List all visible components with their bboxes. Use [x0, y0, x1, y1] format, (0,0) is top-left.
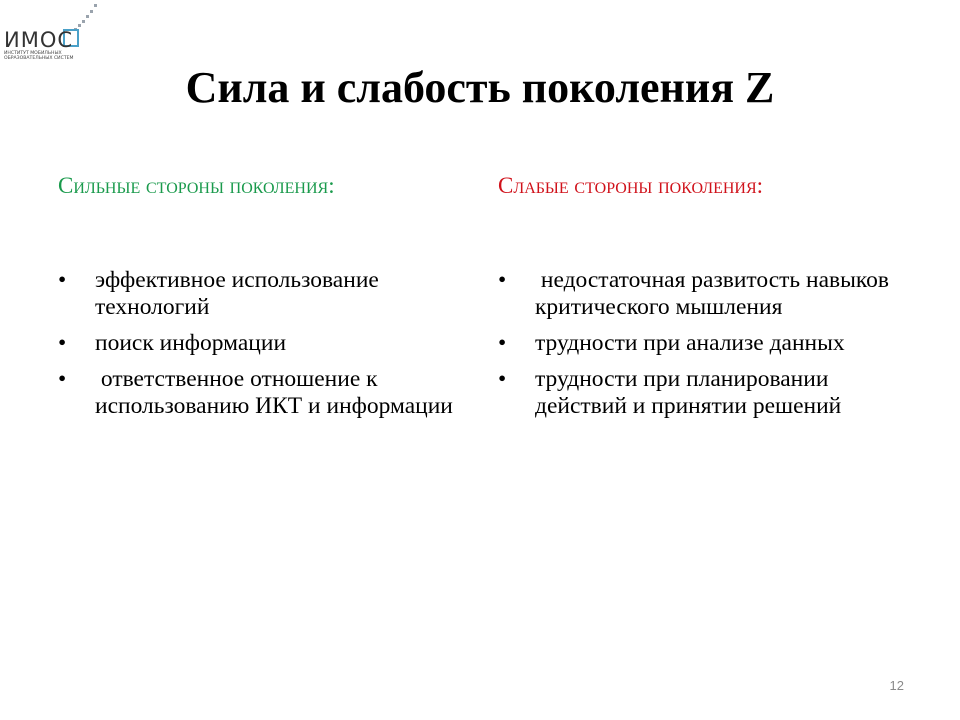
strengths-heading: Сильные стороны поколения:: [58, 173, 335, 198]
bullet-icon: •: [58, 267, 67, 293]
bullet-icon: •: [58, 330, 67, 356]
list-item: [58, 366, 458, 420]
weaknesses-list: [498, 267, 898, 420]
logo-subtitle-line: ОБРАЗОВАТЕЛЬНЫХ СИСТЕМ: [4, 56, 74, 61]
bullet-icon: •: [498, 267, 507, 293]
list-item-text: трудности при анализе данных: [535, 330, 845, 356]
strengths-list: [58, 267, 458, 420]
strengths-column: [58, 172, 458, 429]
list-item-text: эффективное использование технологий: [95, 267, 379, 320]
list-item: [498, 366, 898, 420]
weaknesses-column: [498, 172, 898, 429]
list-item-text: поиск информации: [95, 330, 287, 356]
logo-mark: ИМОС: [4, 28, 74, 52]
logo-subtitle: [4, 51, 74, 61]
bullet-icon: •: [498, 366, 507, 392]
logo-subtitle-line: ИНСТИТУТ МОБИЛЬНЫХ: [4, 51, 62, 56]
weaknesses-heading: Слабые стороны поколения:: [498, 173, 764, 198]
list-item: [498, 330, 898, 357]
list-item-text: ответственное отношение к использованию ИКТ и информации: [95, 366, 453, 419]
bullet-icon: •: [498, 330, 507, 356]
logo: [2, 2, 112, 62]
slide-title: Сила и слабость поколения Z: [185, 63, 775, 112]
list-item: [58, 267, 458, 321]
list-item: [498, 267, 898, 321]
list-item-text: недостаточная развитость навыков критического мышления: [535, 267, 895, 320]
page-number: 12: [889, 678, 904, 693]
list-item-text: трудности при планировании действий и принятии решений: [535, 366, 842, 419]
bullet-icon: •: [58, 366, 67, 392]
list-item: [58, 330, 458, 357]
